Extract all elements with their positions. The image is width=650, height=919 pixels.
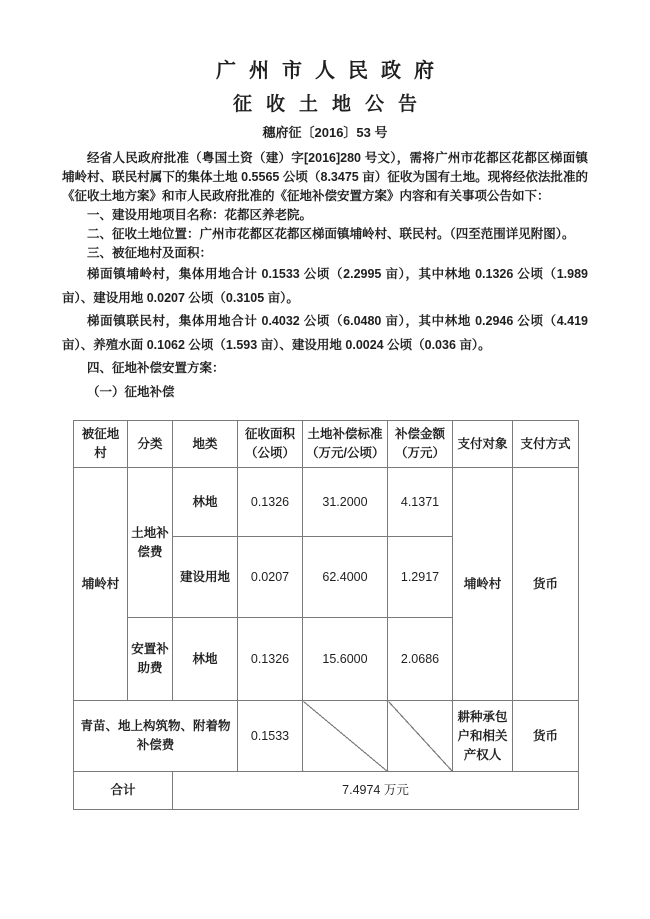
header-standard-label: 土地补偿标准	[307, 427, 383, 441]
compensation-table	[73, 420, 579, 810]
paragraph-area-lianmin: 梯面镇联民村，集体用地合计 0.4032 公顷（6.0480 亩），其中林地 0.2946 公顷（4.419 亩）、养殖水面 0.1062 公顷（1.593 亩）、建设用地 0.0024 公顷（0.036 亩）。	[62, 314, 588, 352]
header-amount-unit: （万元）	[394, 446, 445, 460]
diagonal-slash-cell	[388, 701, 453, 772]
header-area	[238, 421, 303, 468]
header-category: 分类	[128, 421, 173, 468]
paragraph-item-3: 三、被征地村及面积：	[87, 246, 213, 260]
table-header-row	[74, 421, 579, 468]
cell-amount: 1.2917	[388, 537, 453, 618]
page-title: 广州市人民政府	[216, 60, 447, 82]
paragraph-item-1: 一、建设用地项目名称：花都区养老院。	[87, 208, 313, 222]
cell-area: 0.0207	[238, 537, 303, 618]
header-land-type: 地类	[173, 421, 238, 468]
paragraph-sub-item-1: （一）征地补偿	[87, 384, 175, 399]
header-standard-unit: （万元/公顷）	[306, 446, 385, 460]
cell-land-type: 林地	[173, 468, 238, 537]
cell-standard: 15.6000	[303, 618, 388, 701]
paragraph-item-4: 四、征地补偿安置方案：	[87, 361, 225, 375]
cell-land-type: 建设用地	[173, 537, 238, 618]
header-standard	[303, 421, 388, 468]
paragraph-area-puling: 梯面镇埔岭村，集体用地合计 0.1533 公顷（2.2995 亩），其中林地 0.1326 公顷（1.989 亩）、建设用地 0.0207 公顷（0.3105 亩）。	[62, 267, 588, 305]
cell-village: 埔岭村	[74, 468, 128, 701]
cell-crops-payee: 耕种承包户和相关产权人	[453, 701, 513, 772]
cell-crops-area: 0.1533	[238, 701, 303, 772]
table-row-crops	[74, 701, 579, 772]
header-village: 被征地村	[74, 421, 128, 468]
diagonal-slash-cell	[303, 701, 388, 772]
cell-amount: 2.0686	[388, 618, 453, 701]
cell-crops-method: 货币	[513, 701, 579, 772]
announcement-body	[62, 149, 588, 404]
cell-land-type: 林地	[173, 618, 238, 701]
header-area-label: 征收面积	[244, 427, 295, 441]
cell-area: 0.1326	[238, 468, 303, 537]
cell-payment-method: 货币	[513, 468, 579, 701]
doc-number: 穗府征〔2016〕53 号	[262, 125, 388, 140]
cell-amount: 4.1371	[388, 468, 453, 537]
cell-standard: 31.2000	[303, 468, 388, 537]
cell-crops-label: 青苗、地上构筑物、附着物补偿费	[74, 701, 238, 772]
table-row	[74, 468, 579, 537]
table-row-total	[74, 772, 579, 810]
cell-payee-village: 埔岭村	[453, 468, 513, 701]
cell-area: 0.1326	[238, 618, 303, 701]
cell-category-resettlement: 安置补助费	[128, 618, 173, 701]
paragraph-intro: 经省人民政府批准（粤国土资（建）字[2016]280 号文），需将广州市花都区花都区梯面镇埔岭村、联民村属下的集体土地 0.5565 公顷（8.3475 亩）征收为国有土地。现将经依法批准的《征收土地方案》和市人民政府批准的《征地补偿安置方案》内容和有关事项公告如下：	[62, 151, 588, 203]
paragraph-item-2: 二、征收土地位置：广州市花都区花都区梯面镇埔岭村、联民村。（四至范围详见附图）。	[87, 227, 575, 241]
header-amount	[388, 421, 453, 468]
cell-total-value: 7.4974 万元	[173, 772, 579, 810]
header-method: 支付方式	[513, 421, 579, 468]
header-payee: 支付对象	[453, 421, 513, 468]
header-amount-label: 补偿金额	[394, 427, 445, 441]
page-subtitle: 征收土地公告	[232, 94, 431, 115]
cell-category-land-comp: 土地补偿费	[128, 468, 173, 618]
cell-standard: 62.4000	[303, 537, 388, 618]
header-area-unit: （公顷）	[244, 446, 295, 460]
cell-total-label: 合计	[74, 772, 173, 810]
